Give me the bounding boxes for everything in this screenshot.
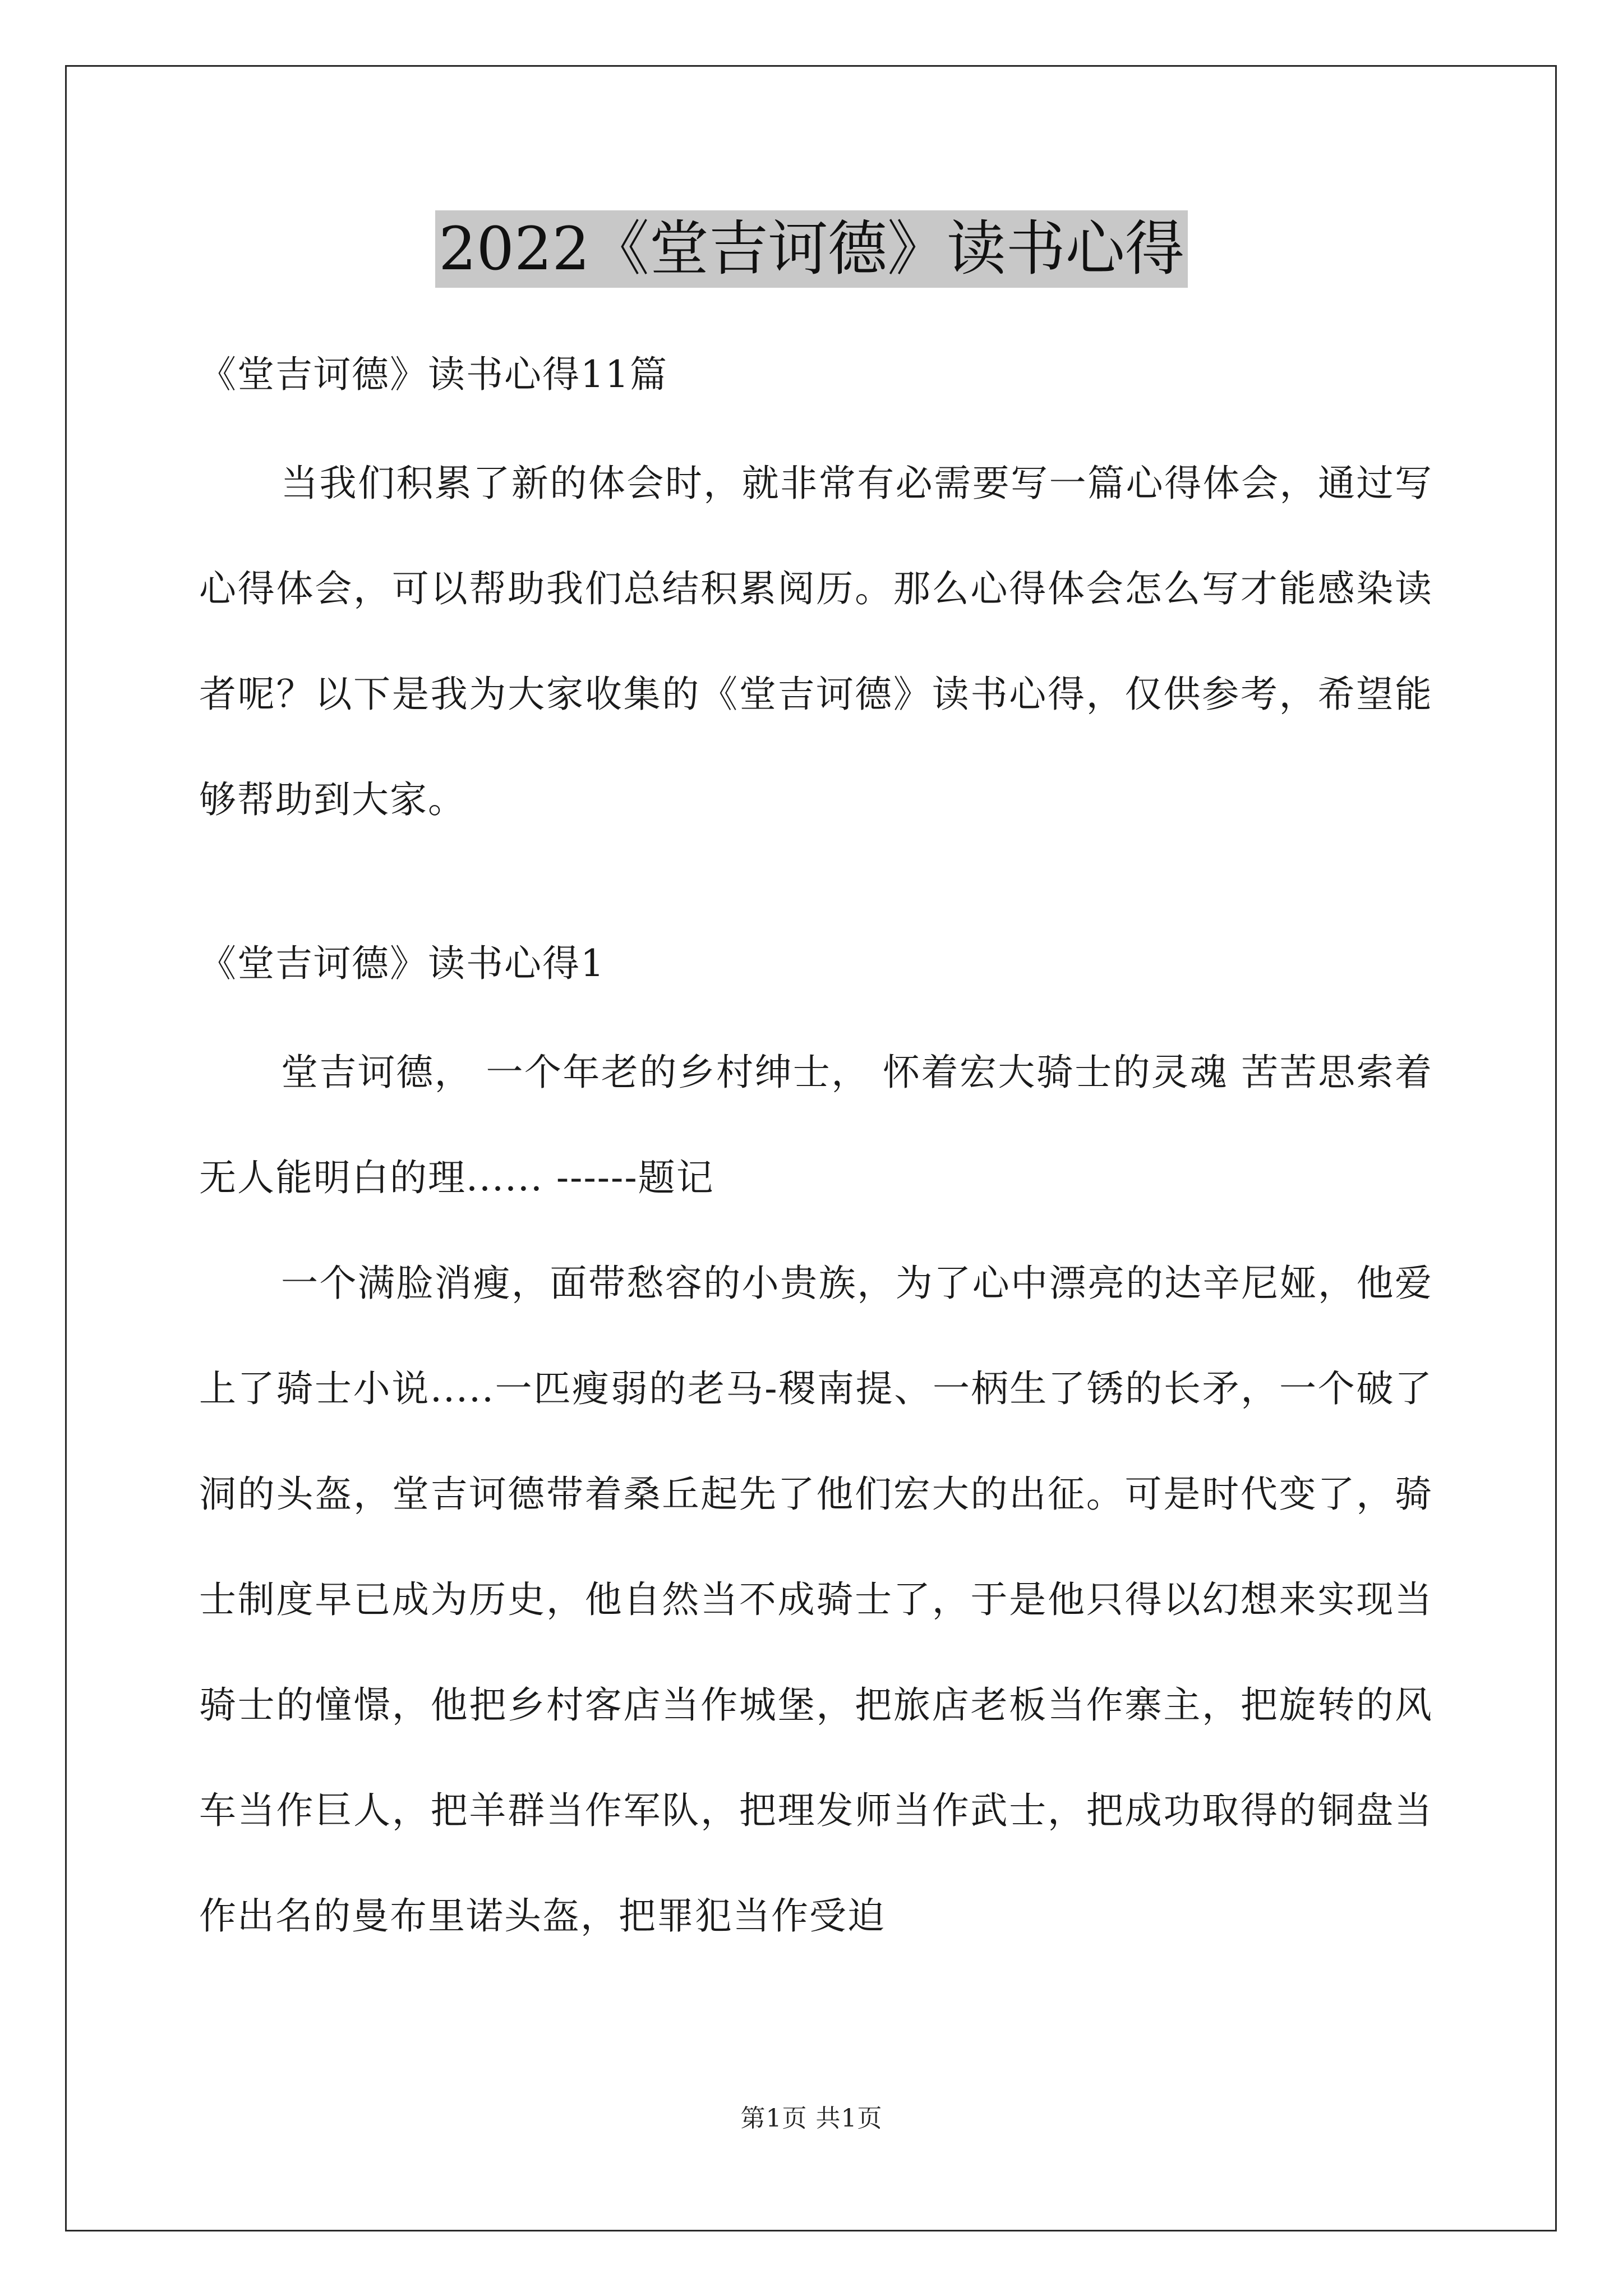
document-subtitle: 《堂吉诃德》读书心得11篇 xyxy=(199,353,668,396)
body-paragraph: 堂吉诃德， 一个年老的乡村绅士， 怀着宏大骑士的灵魂 苦苦思索着无人能明白的理...... ------题记 xyxy=(199,1051,1433,1199)
intro-paragraph: 当我们积累了新的体会时，就非常有必需要写一篇心得体会，通过写心得体会，可以帮助我们总结积累阅历。那么心得体会怎么写才能感染读者呢？以下是我为大家收集的《堂吉诃德》读书心得，仅供参考，希望能够帮助到大家。 xyxy=(199,462,1433,821)
page-footer: 第1页 共1页 xyxy=(740,2104,883,2133)
document-title: 2022《堂吉诃德》读书心得 xyxy=(435,210,1188,288)
title-container xyxy=(0,210,1623,288)
document-body xyxy=(199,337,1433,1969)
body-paragraph: 一个满脸消瘦，面带愁容的小贵族，为了心中漂亮的达辛尼娅，他爱上了骑士小说.....一匹瘦弱的老马-稷南提、一柄生了锈的长矛，一个破了洞的头盔，堂吉诃德带着桑丘起先了他们宏大的出征。可是时代变了，骑士制度早已成为历史，他自然当不成骑士了，于是他只得以幻想来实现当骑士的憧憬，他把乡村客店当作城堡，把旅店老板当作寨主，把旋转的风车当作巨人，把羊群当作军队，把理发师当作武士，把成功取得的铜盘当作出名的曼布里诺头盔，把罪犯当作受迫 xyxy=(199,1262,1433,1938)
section-heading: 《堂吉诃德》读书心得1 xyxy=(199,942,605,985)
